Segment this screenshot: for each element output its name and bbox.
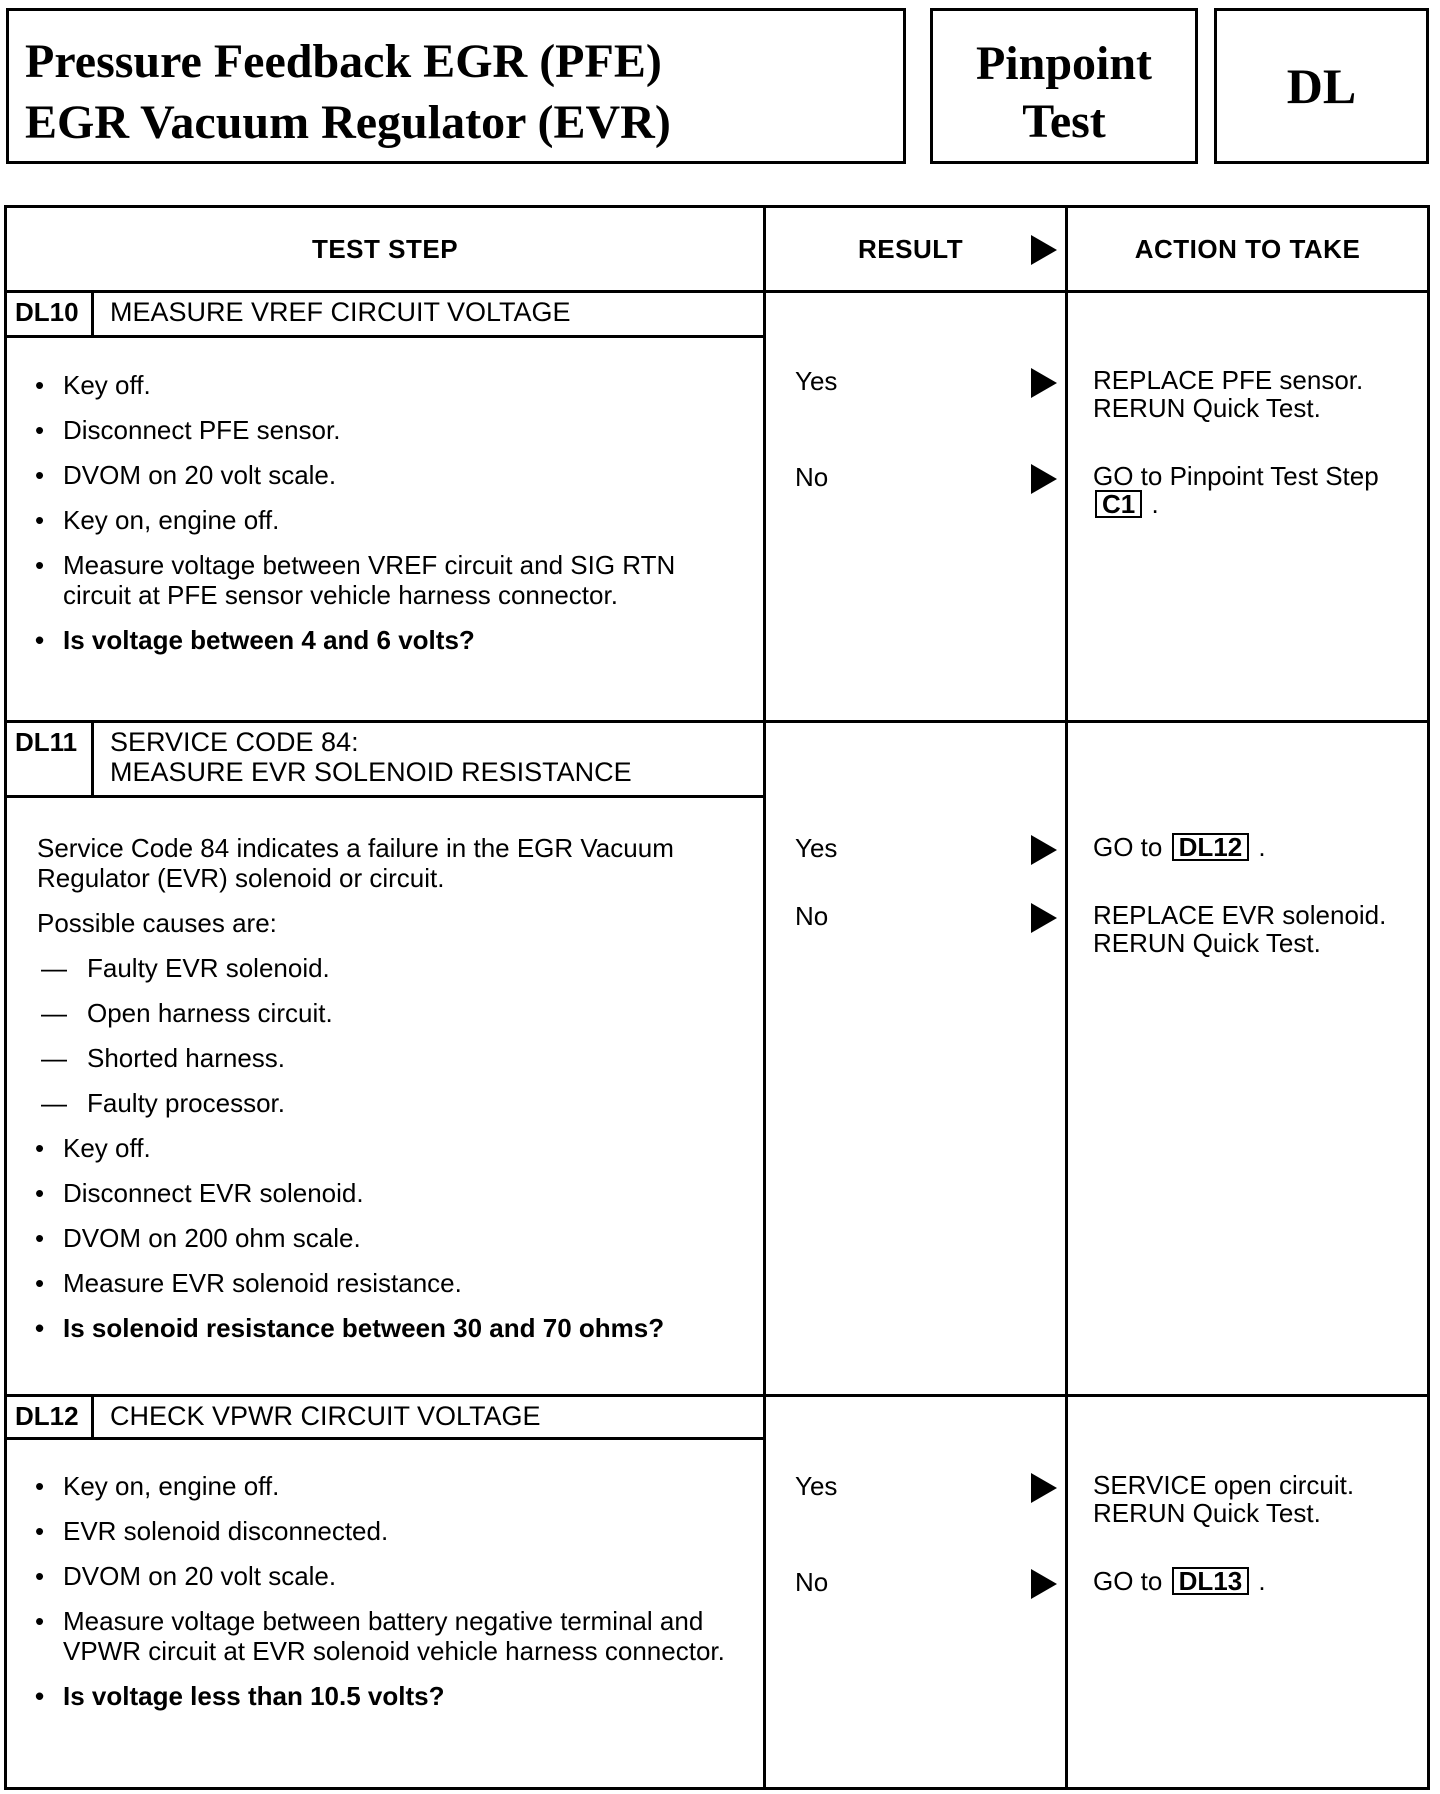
step-code: DL11	[7, 723, 94, 795]
step-body	[31, 833, 751, 1358]
action-suffix: .	[1258, 832, 1266, 862]
pinpoint-table	[4, 205, 1430, 1790]
step-header	[7, 1397, 763, 1440]
step-body	[31, 370, 751, 670]
action-text: SERVICE open circuit. RERUN Quick Test.	[1093, 1470, 1355, 1528]
step-title-line: MEASURE VREF CIRCUIT VOLTAGE	[110, 297, 571, 327]
step-item: • DVOM on 200 ohm scale.	[31, 1223, 751, 1253]
step-question: • Is voltage less than 10.5 volts?	[31, 1681, 751, 1711]
result-yes: Yes	[795, 833, 838, 863]
result-no: No	[795, 462, 829, 492]
action-text	[1093, 462, 1428, 518]
test-code-box	[1214, 8, 1429, 164]
step-item: • DVOM on 20 volt scale.	[31, 1561, 751, 1591]
result-yes: Yes	[795, 366, 838, 396]
step-item: • EVR solenoid disconnected.	[31, 1516, 751, 1546]
title-box	[6, 8, 906, 164]
step-item: Service Code 84 indicates a failure in the EGR Vacuum Regulator (EVR) solenoid or circuit.	[37, 833, 674, 893]
step-section-dl10	[7, 293, 1427, 720]
step-section-dl11	[7, 723, 1427, 1394]
result-header: RESULT	[858, 233, 964, 264]
step-header	[7, 293, 763, 338]
step-title	[110, 293, 571, 327]
step-code: DL10	[7, 293, 94, 335]
test-step-header: TEST STEP	[311, 233, 459, 264]
action-text-main: GO to	[1093, 1566, 1163, 1596]
result-arrow-icon	[1031, 903, 1057, 933]
step-item: — Shorted harness.	[31, 1043, 751, 1073]
result-arrow-icon	[1031, 1473, 1057, 1503]
step-item: • Disconnect EVR solenoid.	[31, 1178, 751, 1208]
step-title	[110, 1397, 541, 1431]
action-suffix: .	[1151, 489, 1159, 519]
test-label: Test	[1022, 95, 1106, 148]
step-item: • Key on, engine off.	[31, 505, 751, 535]
step-reference[interactable]: DL13	[1172, 1567, 1250, 1595]
step-question: • Is solenoid resistance between 30 and 70 ohms?	[31, 1313, 703, 1343]
action-text: REPLACE PFE sensor. RERUN Quick Test.	[1093, 365, 1364, 423]
step-reference[interactable]: C1	[1095, 490, 1142, 518]
test-code: DL	[1286, 58, 1357, 114]
action-header: ACTION TO TAKE	[1134, 233, 1361, 264]
result-arrow-icon	[1031, 368, 1057, 398]
action-text	[1093, 833, 1428, 861]
step-code: DL12	[7, 1397, 94, 1437]
step-item: — Faulty EVR solenoid.	[31, 953, 751, 983]
title-line-2: EGR Vacuum Regulator (EVR)	[25, 96, 671, 149]
step-title	[110, 723, 632, 787]
step-item: • Key off.	[31, 370, 751, 400]
action-text-main: GO to	[1093, 832, 1163, 862]
action-text	[1093, 1567, 1428, 1595]
result-arrow-icon	[1031, 464, 1057, 494]
step-section-dl12	[7, 1397, 1427, 1787]
result-no: No	[795, 901, 829, 931]
action-suffix: .	[1258, 1566, 1266, 1596]
step-item: • Measure EVR solenoid resistance.	[31, 1268, 751, 1298]
title-line-1: Pressure Feedback EGR (PFE)	[25, 35, 662, 88]
result-no: No	[795, 1567, 829, 1597]
step-body	[31, 1471, 751, 1726]
step-item: • DVOM on 20 volt scale.	[31, 460, 751, 490]
step-question: • Is voltage between 4 and 6 volts?	[31, 625, 751, 655]
result-arrow-icon	[1031, 1569, 1057, 1599]
step-item: • Measure voltage between VREF circuit and SIG RTN circuit at PFE sensor vehicle harness connector.	[31, 550, 723, 610]
step-item: — Open harness circuit.	[31, 998, 751, 1028]
step-item: • Key off.	[31, 1133, 751, 1163]
action-text-main: GO to Pinpoint Test Step	[1093, 461, 1379, 491]
step-item: — Faulty processor.	[31, 1088, 751, 1118]
action-text: REPLACE EVR solenoid. RERUN Quick Test.	[1093, 900, 1387, 958]
result-yes: Yes	[795, 1471, 838, 1501]
step-header	[7, 723, 763, 798]
step-item: • Disconnect PFE sensor.	[31, 415, 751, 445]
pinpoint-label: Pinpoint	[975, 37, 1153, 90]
result-arrow-icon	[1031, 835, 1057, 865]
step-reference[interactable]: DL12	[1172, 833, 1250, 861]
step-title-line: MEASURE EVR SOLENOID RESISTANCE	[110, 757, 632, 787]
step-title-line: SERVICE CODE 84:	[110, 727, 359, 757]
step-item: Possible causes are:	[37, 908, 277, 938]
pinpoint-test-box	[930, 8, 1198, 164]
step-item: • Key on, engine off.	[31, 1471, 751, 1501]
step-item: • Measure voltage between battery negative terminal and VPWR circuit at EVR solenoid vehicle harness connector.	[31, 1606, 775, 1666]
result-header-arrow-icon	[1031, 235, 1057, 265]
step-title-line: CHECK VPWR CIRCUIT VOLTAGE	[110, 1401, 541, 1431]
